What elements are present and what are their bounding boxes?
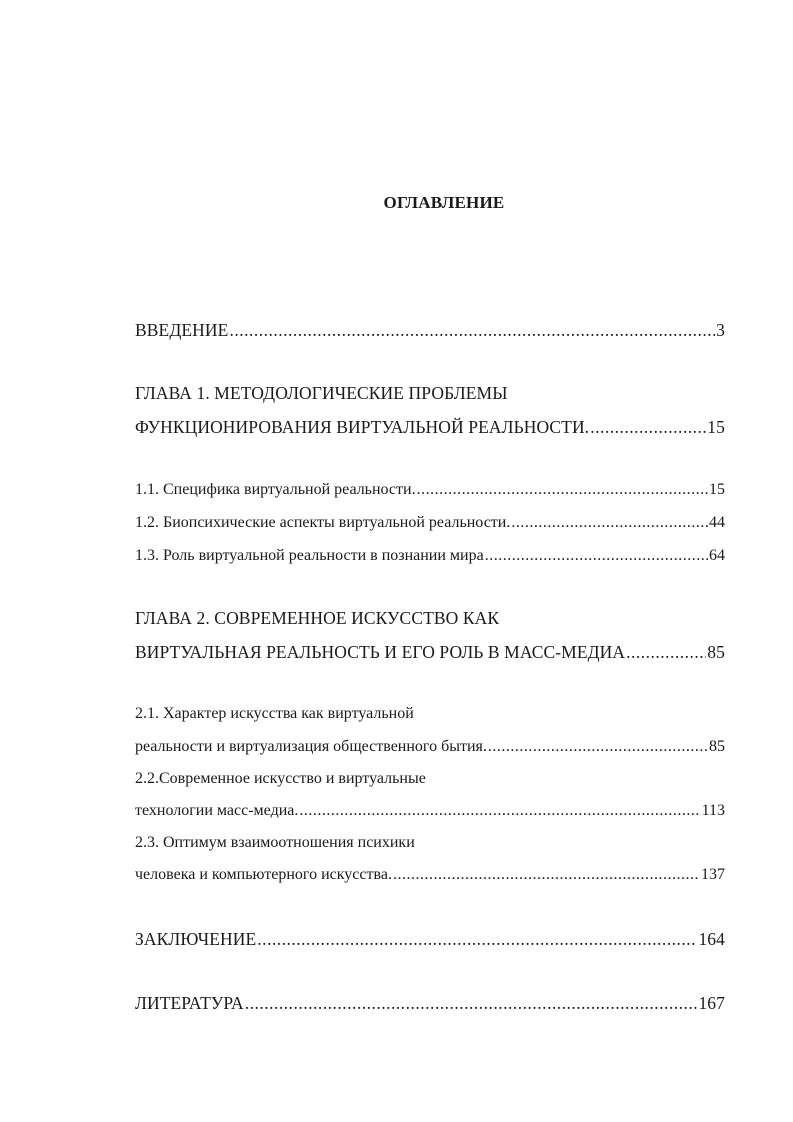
toc-page-number: 44 bbox=[709, 514, 725, 531]
toc-entry-text: 1.1. Специфика виртуальной реальности. bbox=[135, 481, 416, 498]
dot-leader bbox=[626, 642, 706, 663]
toc-entry-text: ЛИТЕРАТУРА bbox=[135, 993, 244, 1013]
toc-section-1-3 bbox=[135, 547, 725, 571]
toc-section-2-3-heading bbox=[135, 834, 725, 858]
toc-entry-text: 2.2.Современное искусство и виртуальные bbox=[135, 770, 426, 787]
toc-entry-text: ГЛАВА 2. СОВРЕМЕННОЕ ИСКУССТВО КАК bbox=[135, 608, 500, 628]
dot-leader bbox=[245, 993, 698, 1014]
toc-chapter-2-heading bbox=[135, 608, 725, 632]
toc-section-2-2-heading bbox=[135, 770, 725, 794]
toc-entry-text: ЗАКЛЮЧЕНИЕ bbox=[135, 929, 257, 949]
toc-page-number: 85 bbox=[709, 738, 725, 755]
toc-entry-text: технологии масс-медиа. bbox=[135, 802, 299, 819]
toc-section-2-1-heading bbox=[135, 705, 725, 729]
toc-entry-text: ВВЕДЕНИЕ bbox=[135, 320, 229, 340]
dot-leader bbox=[393, 866, 700, 884]
toc-page-number: 167 bbox=[698, 993, 725, 1013]
toc-page-number: 64 bbox=[709, 547, 725, 564]
toc-section-1-1 bbox=[135, 481, 725, 505]
page-title: ОГЛАВЛЕНИЕ bbox=[383, 193, 505, 212]
toc-entry-text: ФУНКЦИОНИРОВАНИЯ ВИРТУАЛЬНОЙ РЕАЛЬНОСТИ. bbox=[135, 417, 590, 437]
toc-entry-text: 1.2. Биопсихические аспекты виртуальной реальности. bbox=[135, 514, 511, 531]
toc-page-number: 164 bbox=[698, 929, 725, 949]
toc-entry-conclusion bbox=[135, 929, 725, 953]
toc-page-number: 113 bbox=[701, 802, 725, 819]
toc-page-number: 137 bbox=[701, 866, 725, 883]
toc-page-number: 85 bbox=[707, 642, 725, 662]
toc-entry-text: реальности и виртуализация общественного бытия. bbox=[135, 738, 487, 755]
dot-leader bbox=[417, 481, 708, 499]
toc-entry-literature bbox=[135, 993, 725, 1017]
dot-leader bbox=[511, 514, 708, 532]
toc-chapter-1 bbox=[135, 417, 725, 441]
toc-entry-text: 2.1. Характер искусства как виртуальной bbox=[135, 705, 414, 722]
toc-entry-text: 1.3. Роль виртуальной реальности в познании мира bbox=[135, 547, 484, 564]
toc-entry-introduction bbox=[135, 320, 725, 344]
toc-section-2-3 bbox=[135, 866, 725, 890]
dot-leader bbox=[229, 320, 715, 341]
toc-page-number: 15 bbox=[709, 481, 725, 498]
toc-section-2-1 bbox=[135, 738, 725, 762]
toc-chapter-2 bbox=[135, 642, 725, 666]
dot-leader bbox=[488, 738, 708, 756]
toc-page-number: 3 bbox=[716, 320, 725, 340]
toc-section-1-2 bbox=[135, 514, 725, 538]
dot-leader bbox=[485, 547, 708, 565]
toc-chapter-1-heading bbox=[135, 383, 725, 407]
dot-leader bbox=[257, 929, 697, 950]
dot-leader bbox=[299, 802, 700, 820]
dot-leader bbox=[590, 417, 706, 438]
toc-entry-text: ГЛАВА 1. МЕТОДОЛОГИЧЕСКИЕ ПРОБЛЕМЫ bbox=[135, 383, 508, 403]
toc-entry-text: ВИРТУАЛЬНАЯ РЕАЛЬНОСТЬ И ЕГО РОЛЬ В МАСС-МЕДИА bbox=[135, 642, 626, 662]
toc-section-2-2 bbox=[135, 802, 725, 826]
toc-page-number: 15 bbox=[707, 417, 725, 437]
toc-entry-text: 2.3. Оптимум взаимоотношения психики bbox=[135, 834, 415, 851]
toc-entry-text: человека и компьютерного искусства. bbox=[135, 866, 392, 883]
